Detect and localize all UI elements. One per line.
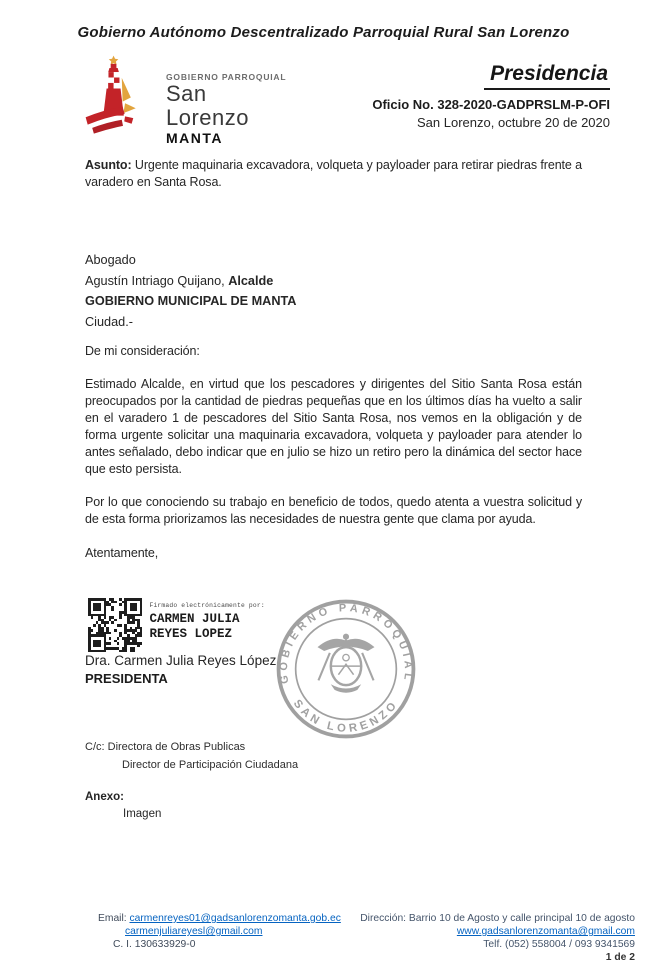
page-number: 1 de 2 — [605, 952, 635, 960]
qr-code — [88, 598, 142, 652]
footer-ci: C. I. 130633929-0 — [113, 939, 196, 950]
logo-city: MANTA — [166, 130, 224, 146]
footer-contact — [98, 912, 341, 951]
recipient-role: Alcalde — [228, 273, 274, 288]
svg-text:SAN LORENZO — [291, 698, 401, 735]
oficio-number: Oficio No. 328-2020-GADPRSLM-P-OFI — [372, 97, 610, 112]
stamp-top-text: GOBIERNO PARROQUIAL — [277, 602, 415, 685]
esign-text — [149, 602, 264, 642]
org-logo — [84, 46, 294, 154]
email-label: Email: — [98, 913, 127, 924]
coat-of-arms-icon — [318, 634, 375, 693]
website-link[interactable]: www.gadsanlorenzomanta@gmail.com — [456, 926, 635, 937]
esign-name-line1: CARMEN JULIA — [149, 612, 240, 626]
cc-recipient-2: Director de Participación Ciudadana — [122, 758, 299, 771]
recipient-city: Ciudad.- — [85, 314, 133, 329]
annex-value: Imagen — [123, 808, 162, 820]
footer-address — [360, 912, 635, 960]
recipient-name: Agustín Intriago Quijano, — [85, 273, 229, 288]
recipient-name-line — [85, 271, 296, 292]
subject-text: Urgente maquinaria excavadora, volqueta y payloader para retirar piedras frente a varadero en Santa Rosa. — [85, 158, 582, 189]
recipient-block — [85, 250, 296, 332]
subject-label: Asunto: — [85, 158, 132, 172]
footer-email-line — [98, 912, 341, 925]
recipient-degree: Abogado — [85, 253, 136, 267]
esignature-block — [88, 598, 265, 652]
annex-block — [85, 789, 161, 823]
footer-phone: Telf. (052) 558004 / 093 9341569 — [483, 939, 635, 950]
date-line: San Lorenzo, octubre 20 de 2020 — [417, 115, 610, 130]
email-link-2[interactable]: carmenjuliareyesl@gmail.com — [125, 926, 263, 937]
signer-name: Dra. Carmen Julia Reyes López — [85, 653, 277, 668]
email-link-1[interactable]: carmenreyes01@gadsanlorenzomanta.gob.ec — [129, 913, 341, 924]
signer-title: PRESIDENTA — [85, 671, 168, 686]
document-title: Gobierno Autónomo Descentralizado Parroquial Rural San Lorenzo — [77, 24, 570, 41]
annex-label: Anexo: — [85, 791, 124, 803]
esign-label: Firmado electrónicamente por: — [149, 602, 265, 609]
esign-name — [149, 612, 264, 642]
cc-line-1 — [85, 739, 298, 757]
official-stamp — [270, 593, 422, 745]
esign-name-line2: REYES LOPEZ — [149, 627, 232, 641]
body-paragraph-2: Por lo que conociendo su trabajo en beneficio de todos, quedo atenta a vuestra solicitud y de esta forma priorizamos las necesidades de nuestra gente que clama por ayuda. — [85, 495, 582, 526]
stamp-bottom-text: SAN LORENZO — [290, 697, 402, 735]
lighthouse-logo-icon — [84, 46, 162, 154]
body-paragraph-1: Estimado Alcalde, en virtud que los pescadores y dirigentes del Sitio Santa Rosa están preocupados por la cantidad de piedras pequeñas que en los últimos días ha vuelto a salir en el varadero 1 de pescadores del Sitio Santa Rosa, nos vemos en la obligación y de forma urgente solicitar una maquinaria excavadora, volqueta y payloader para atender lo antes señalado, debo indicar que en julio se hizo un retiro pero la dinámica del sector hace que esto persista. — [85, 377, 582, 476]
letterhead-right — [372, 62, 610, 130]
closing: Atentamente, — [85, 546, 159, 560]
subject-paragraph — [85, 157, 582, 191]
cc-recipient-1: Directora de Obras Publicas — [107, 741, 246, 753]
cc-label: C/c: — [85, 741, 105, 753]
salutation: De mi consideración: — [85, 344, 200, 358]
logo-org-small: GOBIERNO PARROQUIAL — [166, 72, 287, 82]
recipient-institution: GOBIERNO MUNICIPAL DE MANTA — [85, 294, 297, 308]
logo-text — [166, 72, 294, 146]
office-name: Presidencia — [484, 62, 610, 90]
footer-address-line: Dirección: Barrio 10 de Agosto y calle principal 10 de agosto — [360, 913, 635, 924]
logo-org-name: San Lorenzo — [166, 81, 250, 130]
cc-block — [85, 739, 298, 774]
